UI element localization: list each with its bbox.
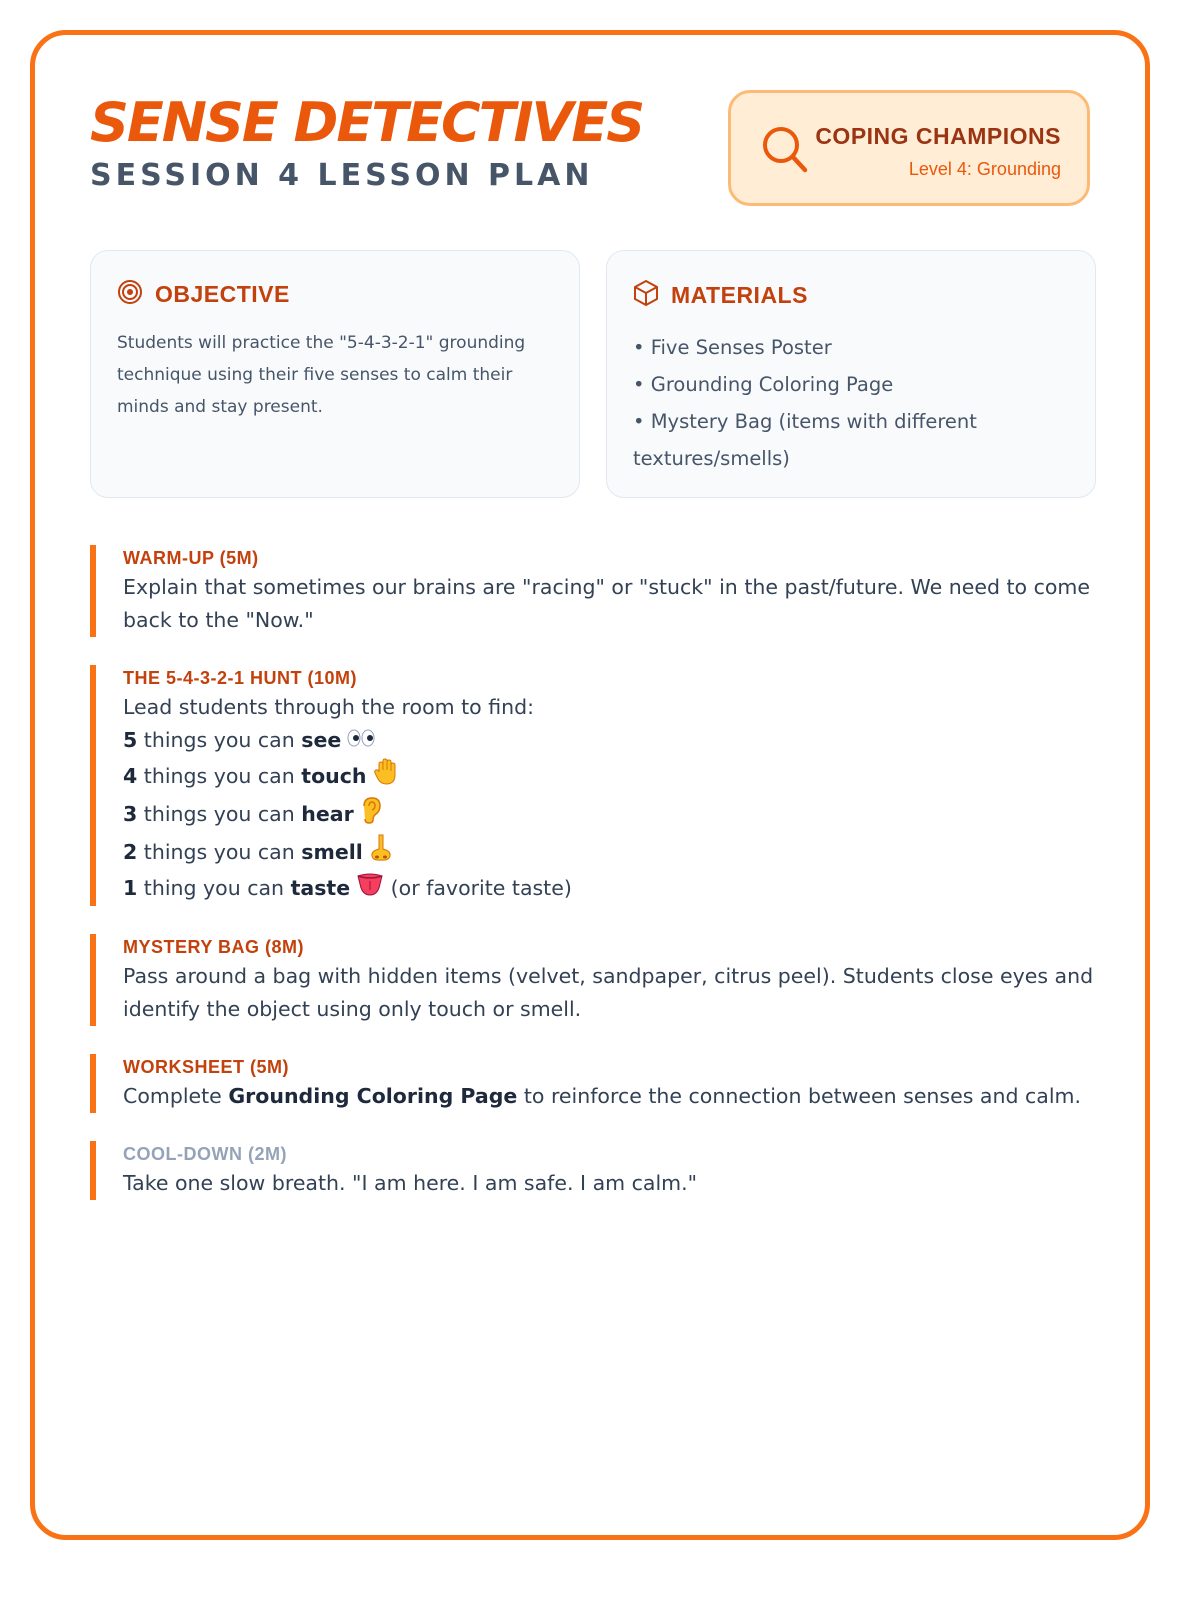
- step-label: MYSTERY BAG (8M): [123, 936, 305, 957]
- magnifier-icon: [761, 125, 809, 179]
- lesson-plan-page: [30, 30, 1150, 1540]
- hunt-line-taste: 1 thing you can taste (or favorite taste): [123, 872, 1100, 906]
- step-worksheet: [90, 1054, 1100, 1113]
- target-icon: [117, 279, 143, 309]
- step-text: Take one slow breath. "I am here. I am safe. I am calm.": [123, 1170, 698, 1195]
- step-label: THE 5-4-3-2-1 HUNT (10M): [123, 668, 358, 688]
- materials-title: MATERIALS: [671, 281, 808, 308]
- step-hunt: [90, 665, 1100, 906]
- badge-title: COPING CHAMPIONS: [815, 123, 1061, 149]
- step-label: WARM-UP (5M): [123, 548, 259, 568]
- hand-icon: [373, 758, 399, 796]
- list-item: • Five Senses Poster: [633, 329, 1069, 366]
- step-text: Explain that sometimes our brains are "racing" or "stuck" in the past/future. We need to come back to the "Now.": [123, 575, 1090, 632]
- list-item: • Mystery Bag (items with different textures/smells): [633, 403, 1069, 477]
- objective-title: OBJECTIVE: [155, 280, 290, 307]
- tongue-icon: [356, 872, 384, 906]
- step-text: Complete Grounding Coloring Page to reinforce the connection between senses and calm.: [123, 1083, 1082, 1108]
- list-item: • Grounding Coloring Page: [633, 366, 1069, 403]
- page-subtitle: SESSION 4 LESSON PLAN: [90, 158, 594, 193]
- step-label: WORKSHEET (5M): [123, 1056, 289, 1077]
- objective-card: [90, 250, 580, 498]
- step-cooldown: [90, 1141, 1100, 1200]
- step-text: Pass around a bag with hidden items (velvet, sandpaper, citrus peel). Students close eyes and identify the object using only touch or smell.: [123, 963, 1094, 1021]
- ear-icon: [360, 796, 382, 834]
- materials-list: [633, 329, 1069, 477]
- header: [90, 90, 1090, 220]
- step-intro: Lead students through the room to find:: [123, 695, 535, 719]
- step-label: COOL-DOWN (2M): [123, 1143, 287, 1164]
- step-mystery-bag: [90, 934, 1100, 1026]
- hunt-line-touch: 4 things you can touch: [123, 758, 1100, 796]
- page-title: SENSE DETECTIVES: [90, 91, 644, 154]
- program-badge: [728, 90, 1090, 206]
- materials-card: [606, 250, 1096, 498]
- badge-subtitle: Level 4: Grounding: [908, 159, 1061, 179]
- hunt-line-smell: 2 things you can smell: [123, 834, 1100, 872]
- nose-icon: [369, 834, 393, 872]
- lesson-steps: [90, 545, 1100, 1228]
- box-icon: [633, 279, 659, 311]
- hunt-line-see: 5 things you can see: [123, 724, 1100, 758]
- step-warmup: [90, 545, 1100, 637]
- hunt-line-hear: 3 things you can hear: [123, 796, 1100, 834]
- eyes-icon: [347, 725, 375, 758]
- objective-text: Students will practice the "5-4-3-2-1" grounding technique using their five senses to calm their minds and stay present.: [117, 333, 526, 417]
